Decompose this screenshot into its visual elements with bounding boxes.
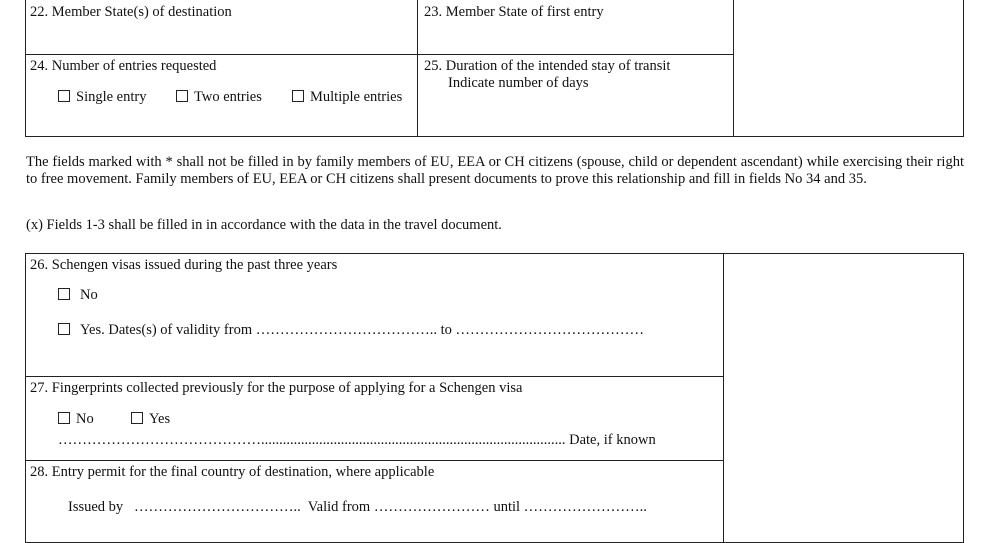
field-27-yes[interactable] <box>131 411 170 428</box>
family-members-note: The fields marked with * shall not be filled in by family members of EU, EEA or CH citizens (spouse, child or dependent ascendant) while exercising their right to free movement. Family members of EU, EEA or CH citizens shall present documents to prove this relationship and fill in fields No 34 and 35. <box>26 154 964 187</box>
option-single-entry[interactable] <box>58 89 146 106</box>
divider-v2 <box>733 0 734 137</box>
divider-v3 <box>723 253 724 543</box>
fields-note: (x) Fields 1-3 shall be filled in in accordance with the data in the travel document. <box>26 217 502 233</box>
field-27-date-line[interactable]: …………………………………….................................................................................... Date, if known <box>58 432 656 448</box>
field-24-label: 24. Number of entries requested <box>30 58 217 74</box>
checkbox-icon[interactable] <box>58 90 70 102</box>
option-two-entries[interactable] <box>176 89 262 106</box>
field-27-yes-label: Yes <box>149 411 171 427</box>
field-27-no-label: No <box>76 411 94 427</box>
checkbox-icon[interactable] <box>292 90 304 102</box>
checkbox-icon[interactable] <box>58 412 70 424</box>
checkbox-icon[interactable] <box>58 288 70 300</box>
field-27-label: 27. Fingerprints collected previously for the purpose of applying for a Schengen visa <box>30 380 523 396</box>
field-26-yes[interactable] <box>58 322 644 339</box>
field-28-entry-line[interactable]: Issued by …………………………….. Valid from …………………… until …………………….. <box>68 499 647 515</box>
field-26-no-label: No <box>80 287 98 303</box>
field-27-no[interactable] <box>58 411 94 428</box>
field-23-label: 23. Member State of first entry <box>424 4 604 20</box>
option-two-entries-label: Two entries <box>194 89 262 105</box>
divider-h2 <box>25 376 724 377</box>
option-multiple-entries[interactable] <box>292 89 402 106</box>
divider-h1 <box>25 54 734 55</box>
option-single-entry-label: Single entry <box>76 89 147 105</box>
field-26-yes-label: Yes. Dates(s) of validity from ……………………………….. to ………………………………… <box>80 322 645 338</box>
checkbox-icon[interactable] <box>131 412 143 424</box>
field-25-sublabel: Indicate number of days <box>448 75 589 91</box>
checkbox-icon[interactable] <box>176 90 188 102</box>
field-26-no[interactable] <box>58 287 98 304</box>
option-multiple-entries-label: Multiple entries <box>310 89 403 105</box>
field-26-label: 26. Schengen visas issued during the past three years <box>30 257 338 273</box>
divider-h3 <box>25 460 724 461</box>
field-22-label: 22. Member State(s) of destination <box>30 4 232 20</box>
checkbox-icon[interactable] <box>58 323 70 335</box>
divider-v1 <box>417 0 418 137</box>
field-28-label: 28. Entry permit for the final country of destination, where applicable <box>30 464 435 480</box>
field-25-label: 25. Duration of the intended stay of transit <box>424 58 671 74</box>
